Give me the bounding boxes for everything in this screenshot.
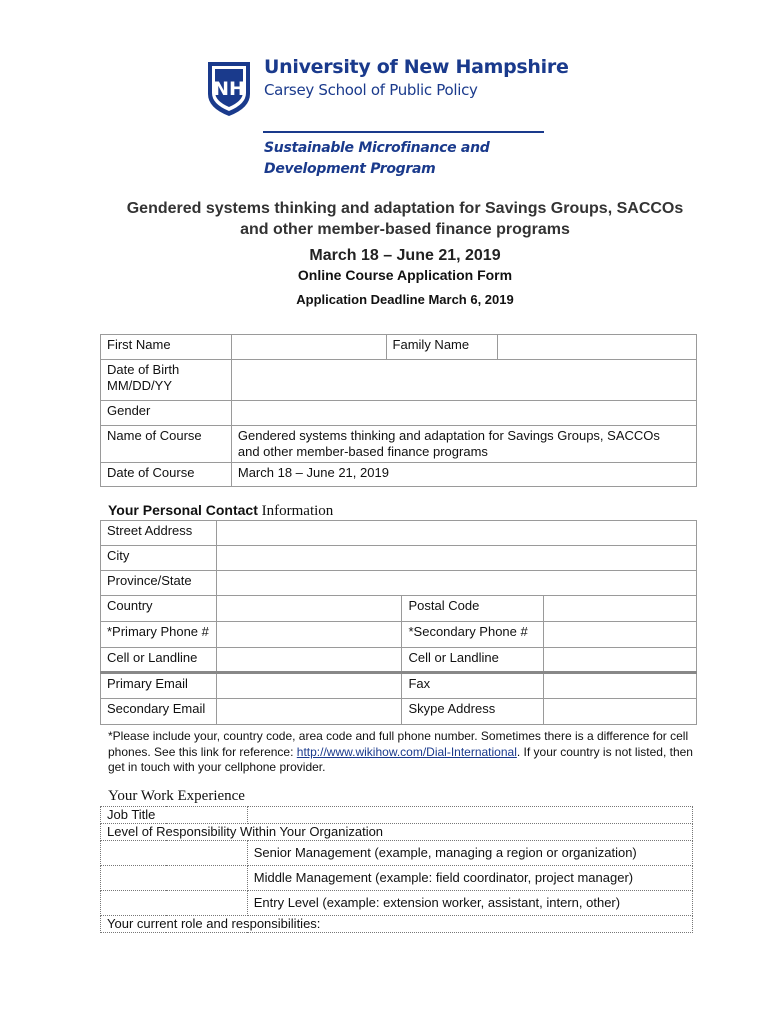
primary-email-field[interactable] <box>216 673 402 699</box>
job-title-label: Job Title <box>101 807 248 824</box>
country-label: Country <box>101 596 217 622</box>
program-name <box>264 138 489 180</box>
contact-heading <box>108 502 333 520</box>
secondary-phone-label: *Secondary Phone # <box>402 622 544 648</box>
family-name-label: Family Name <box>386 335 498 360</box>
course-name-value <box>231 426 696 463</box>
postal-field[interactable] <box>544 596 697 622</box>
family-name-field[interactable] <box>498 335 697 360</box>
phone-note <box>108 729 700 776</box>
secondary-phone-field[interactable] <box>544 622 697 648</box>
secondary-email-label: Secondary Email <box>101 699 217 725</box>
program-line-2: Development Program <box>264 161 436 177</box>
work-heading-text: Your Work Experience <box>108 788 245 804</box>
contact-heading-rest: Information <box>257 503 334 519</box>
phone-note-text-2: . If your country is not listed, then get in touch with your cellphone provider. <box>108 744 693 774</box>
primary-phone-label: *Primary Phone # <box>101 622 217 648</box>
province-field[interactable] <box>216 571 696 596</box>
application-deadline: Application Deadline March 6, 2019 <box>296 292 514 307</box>
cell-landline-label-2: Cell or Landline <box>402 648 544 673</box>
province-label: Province/State <box>101 571 217 596</box>
gender-field[interactable] <box>231 401 696 426</box>
level-senior-label: Senior Management (example, managing a region or organization) <box>247 841 692 866</box>
primary-phone-field[interactable] <box>216 622 402 648</box>
level-checkbox-entry[interactable] <box>101 891 248 916</box>
header-divider <box>263 131 544 133</box>
fax-label: Fax <box>402 673 544 699</box>
first-name-label: First Name <box>101 335 232 360</box>
work-heading <box>108 787 245 805</box>
phone-note-text-1: *Please include your, country code, area code and full phone number. Sometimes there is a difference for cell phones. See this link for reference: <box>108 729 689 759</box>
cell-landline-field-2[interactable] <box>544 648 697 673</box>
city-label: City <box>101 546 217 571</box>
city-field[interactable] <box>216 546 696 571</box>
level-entry-label: Entry Level (example: extension worker, assistant, intern, other) <box>247 891 692 916</box>
form-subtitle: Online Course Application Form <box>297 267 513 283</box>
course-title-line-1: Gendered systems thinking and adaptation for Savings Groups, SACCOs <box>126 200 684 217</box>
course-title <box>60 198 750 240</box>
level-heading: Level of Responsibility Within Your Organization <box>101 824 693 841</box>
level-middle-label: Middle Management (example: field coordinator, project manager) <box>247 866 692 891</box>
contact-heading-bold-t: t <box>253 502 258 518</box>
dob-label <box>101 360 232 401</box>
gender-label: Gender <box>101 401 232 426</box>
school-name: Carsey School of Public Policy <box>264 81 478 99</box>
skype-label: Skype Address <box>402 699 544 725</box>
personal-details-table <box>100 334 697 487</box>
contact-table <box>100 520 697 725</box>
cell-landline-label-1: Cell or Landline <box>101 648 217 673</box>
course-name-value-line-1: Gendered systems thinking and adaptation for Savings Groups, SACCOs <box>237 428 660 443</box>
postal-label: Postal Code <box>402 596 544 622</box>
secondary-email-field[interactable] <box>216 699 402 725</box>
unh-shield-logo-icon <box>206 60 252 118</box>
job-title-field[interactable] <box>247 807 692 824</box>
skype-field[interactable] <box>544 699 697 725</box>
level-checkbox-middle[interactable] <box>101 866 248 891</box>
street-field[interactable] <box>216 521 696 546</box>
dial-international-link[interactable]: http://www.wikihow.com/Dial-International <box>296 744 517 759</box>
fax-field[interactable] <box>544 673 697 699</box>
logo-letters: NH <box>213 78 245 100</box>
course-dates: March 18 – June 21, 2019 <box>309 247 501 264</box>
course-date-label: Date of Course <box>101 463 232 487</box>
university-name: University of New Hampshire <box>264 56 569 78</box>
program-line-1: Sustainable Microfinance and <box>264 140 490 156</box>
work-table <box>100 806 693 933</box>
course-name-label: Name of Course <box>101 426 232 463</box>
primary-email-label: Primary Email <box>101 673 217 699</box>
level-checkbox-senior[interactable] <box>101 841 248 866</box>
course-date-value: March 18 – June 21, 2019 <box>231 463 696 487</box>
dob-label-line-2: MM/DD/YY <box>107 378 172 393</box>
country-field[interactable] <box>216 596 402 622</box>
first-name-field[interactable] <box>231 335 386 360</box>
cell-landline-field-1[interactable] <box>216 648 402 673</box>
dob-field[interactable] <box>231 360 696 401</box>
course-title-line-2: and other member-based finance programs <box>240 221 570 238</box>
dob-label-line-1: Date of Birth <box>107 362 180 377</box>
current-role-label: Your current role and responsibilities: <box>101 916 693 933</box>
street-label: Street Address <box>101 521 217 546</box>
contact-heading-bold: Your Personal Contac <box>108 502 254 518</box>
course-name-value-line-2: and other member-based finance programs <box>237 444 488 459</box>
